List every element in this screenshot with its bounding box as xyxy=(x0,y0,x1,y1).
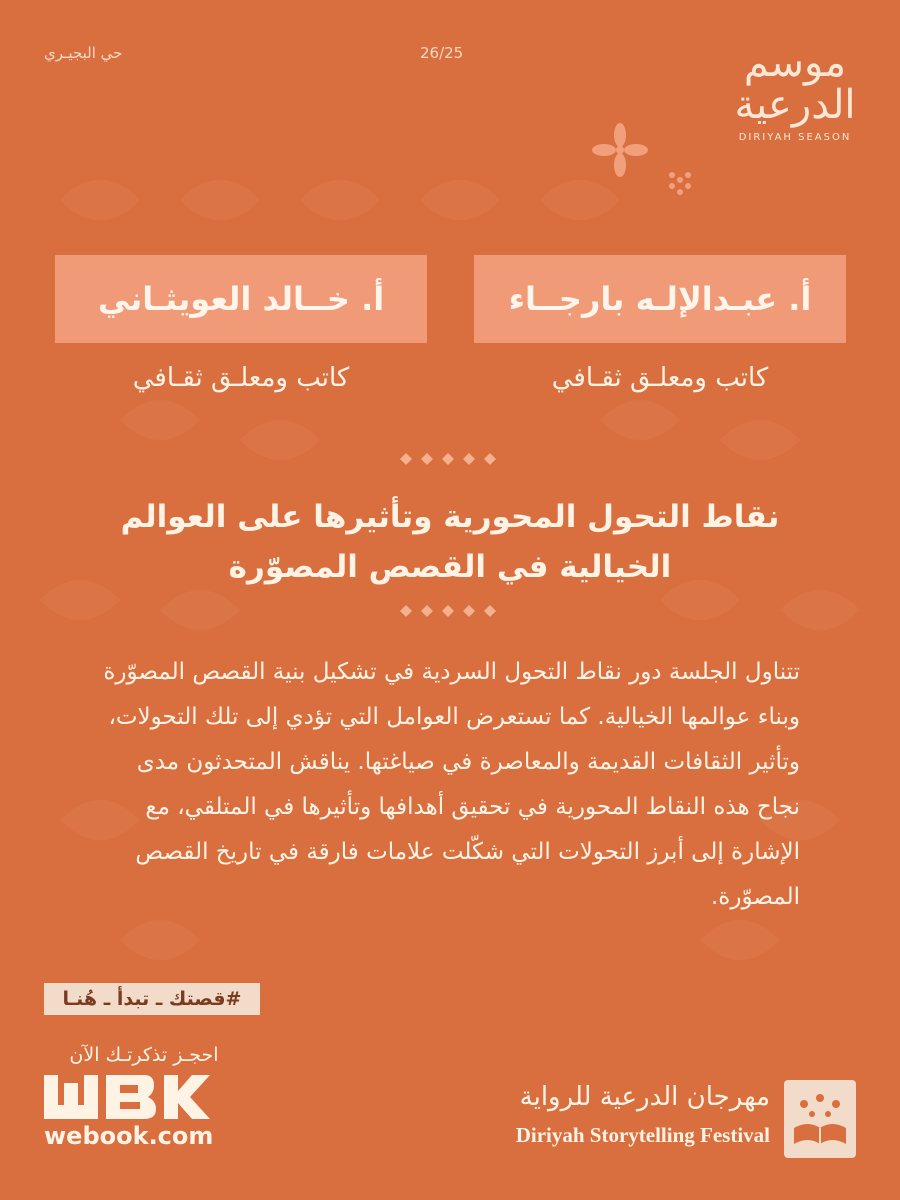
location-label: حي البجيـري xyxy=(44,44,123,62)
diriyah-season-logo xyxy=(730,42,860,143)
page-number: 26/25 xyxy=(420,44,464,62)
divider-dots-bottom-icon xyxy=(390,604,510,618)
logo-arabic-text: موسم الدرعية xyxy=(734,40,856,128)
book-ticket-label[interactable]: احجـز تذكرتـك الآن xyxy=(69,1044,219,1066)
webook-logo[interactable] xyxy=(44,1075,214,1123)
speaker-1-name-box: أ. عبـدالإلـه بارجــاء xyxy=(474,255,846,343)
logo-english-text: DIRIYAH SEASON xyxy=(738,132,852,143)
festival-book-logo-icon xyxy=(782,1078,858,1160)
session-description: تتناول الجلسة دور نقاط التحول السردية في تشكيل بنية القصص المصوّرة وبناء عوالمها الخيالية. كما تستعرض العوامل التي تؤدي إلى تلك التحولات، وتأثير الثقافات القديمة والمعاصرة في صياغتها. يناقش المتحدثون مدى نجاح هذه النقاط المحورية في تحقيق أهدافها وتأثيرها في المتلقي، مع الإشارة إلى أبرز التحولات التي شكّلت علامات فارقة في تاريخ القصص المصوّرة. xyxy=(103,659,800,910)
speaker-2-role: كاتب ومعلـق ثقـافي xyxy=(132,363,350,393)
festival-name-arabic: مهرجان الدرعية للرواية xyxy=(519,1082,770,1112)
festival-name-english: Diriyah Storytelling Festival xyxy=(515,1123,770,1147)
webook-url[interactable]: webook.com xyxy=(44,1122,214,1150)
flower-decoration-icon xyxy=(580,120,720,210)
hashtag-badge: #قصتك ـ تبدأ ـ هُنـا xyxy=(44,983,260,1015)
speaker-2-name-box: أ. خــالد العويثـاني xyxy=(55,255,427,343)
divider-dots-top-icon xyxy=(390,452,510,466)
session-title xyxy=(60,492,840,592)
speaker-1-role: كاتب ومعلـق ثقـافي xyxy=(551,363,769,393)
session-title-line-2: الخيالية في القصص المصوّرة xyxy=(228,549,672,585)
session-title-line-1: نقاط التحول المحورية وتأثيرها على العوالم xyxy=(120,499,780,535)
